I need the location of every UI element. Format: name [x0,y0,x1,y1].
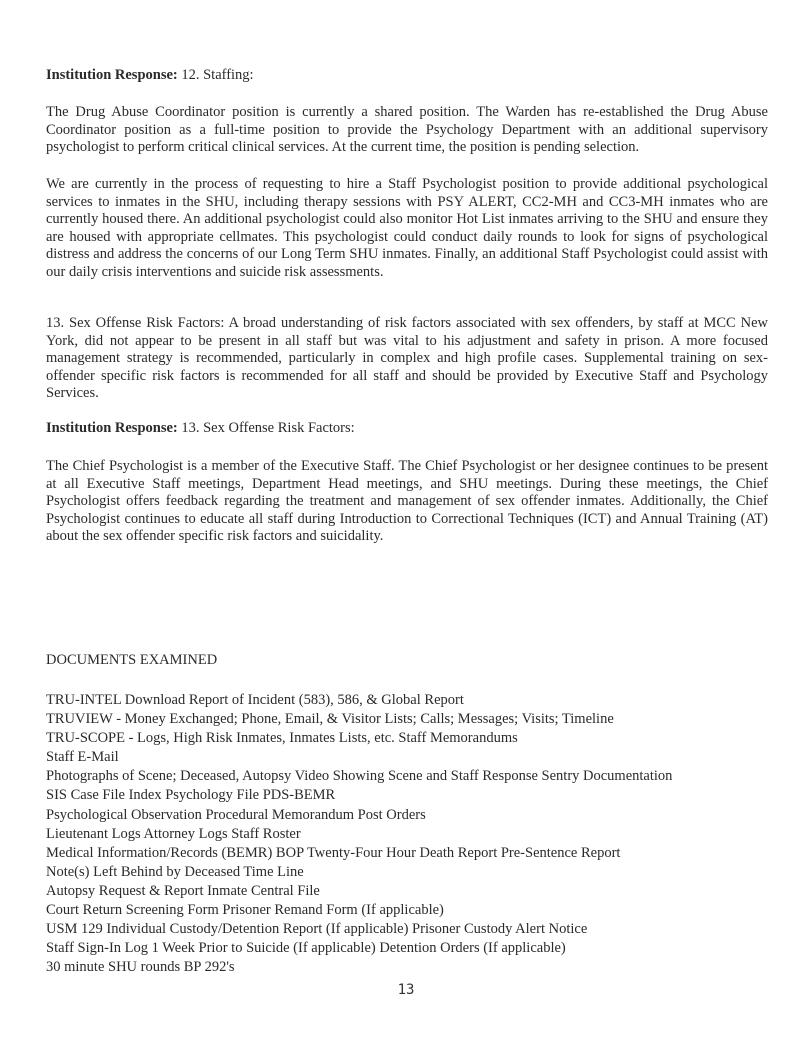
institution-response-12-heading [46,67,768,85]
document-item: 30 minute SHU rounds BP 292's [46,959,235,976]
document-item: USM 129 Individual Custody/Detention Report (If applicable) Prisoner Custody Alert Notice [46,921,588,938]
document-item: TRUVIEW - Money Exchanged; Phone, Email, & Visitor Lists; Calls; Messages; Visits; Timeline [46,711,614,728]
document-item: Staff E-Mail [46,749,119,766]
document-item: Psychological Observation Procedural Memorandum Post Orders [46,806,426,823]
documents-examined-heading: DOCUMENTS EXAMINED [46,652,218,668]
document-item: Note(s) Left Behind by Deceased Time Line [46,863,304,880]
paragraph-drug-abuse-coordinator: The Drug Abuse Coordinator position is currently a shared position. The Warden has re-established the Drug Abuse Coordinator position as a full-time position to provide the Psychology Department with an additional supervisory psychologist to perform critical clinical services. At the current time, the position is pending selection. [46,104,768,156]
response-topic: 13. Sex Offense Risk Factors: [177,420,355,436]
document-item: Photographs of Scene; Deceased, Autopsy Video Showing Scene and Staff Response Sentry Documentation [46,768,673,785]
page-number: 13 [397,982,415,998]
response-topic: 12. Staffing: [177,67,254,83]
documents-list [46,691,768,977]
response-label: Institution Response: [46,420,178,436]
paragraph-chief-psychologist: The Chief Psychologist is a member of the Executive Staff. The Chief Psychologist or her designee continues to be present at all Executive Staff meetings, Department Head meetings, and SHU meetings. During these meetings, the Chief Psychologist offers feedback regarding the treatment and management of sex offender inmates. Additionally, the Chief Psychologist continues to educate all staff during Introduction to Correctional Techniques (ICT) and Annual Training (AT) about the sex offender specific risk factors and suicidality. [46,458,768,545]
document-item: Court Return Screening Form Prisoner Remand Form (If applicable) [46,902,444,919]
paragraph-staff-psychologist: We are currently in the process of requesting to hire a Staff Psychologist position to provide additional psychological services to inmates in the SHU, including therapy sessions with PSY ALERT, CC2-MH and CC3-MH inmates who are currently housed there. An additional psychologist could also monitor Hot List inmates arriving to the SHU and ensure they are housed with appropriate cellmates. This psychologist could conduct daily rounds to look for signs of psychological distress and address the concerns of our Long Term SHU inmates. Finally, an additional Staff Psychologist could assist with our daily crisis interventions and suicide risk assessments. [46,176,768,280]
document-item: Autopsy Request & Report Inmate Central File [46,882,320,899]
paragraph-sex-offense-risk-factors: 13. Sex Offense Risk Factors: A broad understanding of risk factors associated with sex offenders, by staff at MCC New York, did not appear to be present in all staff but was vital to his adjustment and safety in prison. A more focused management strategy is recommended, particularly in complex and high profile cases. Supplemental training on sex-offender specific risk factors is recommended for all staff and should be provided by Executive Staff and Psychology Services. [46,315,768,402]
document-item: Medical Information/Records (BEMR) BOP Twenty-Four Hour Death Report Pre-Sentence Report [46,844,621,861]
institution-response-13-heading [46,420,768,438]
response-label: Institution Response: [46,67,178,83]
document-item: Lieutenant Logs Attorney Logs Staff Roster [46,825,301,842]
document-item: Staff Sign-In Log 1 Week Prior to Suicide (If applicable) Detention Orders (If applicable) [46,940,566,957]
document-item: TRU-INTEL Download Report of Incident (583), 586, & Global Report [46,692,464,708]
document-item: TRU-SCOPE - Logs, High Risk Inmates, Inmates Lists, etc. Staff Memorandums [46,730,518,747]
document-item: SIS Case File Index Psychology File PDS-BEMR [46,787,336,804]
